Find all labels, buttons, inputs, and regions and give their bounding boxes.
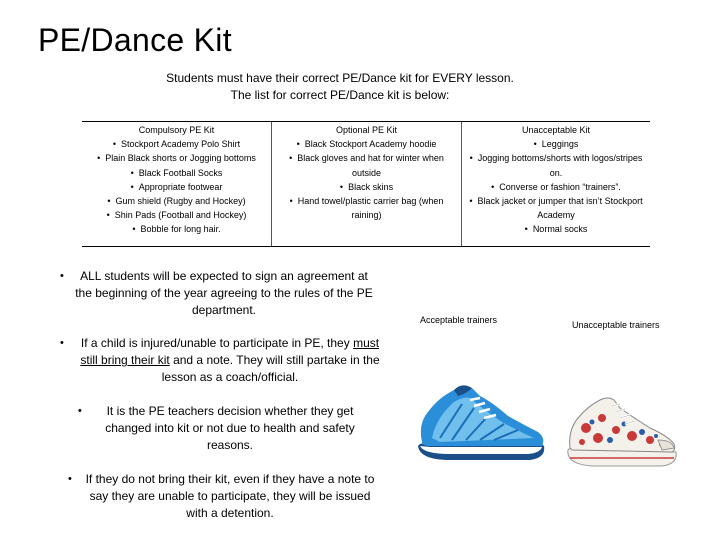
unacceptable-kit-heading: Unacceptable Kit [521,125,591,135]
compulsory-kit-heading: Compulsory PE Kit [138,125,215,135]
acceptable-trainers-caption: Acceptable trainers [420,315,498,325]
list-item: • Normal socks [524,224,588,235]
detention-note: • If they do not bring their kit, even if they have a note to say they are unable to participate, they will be issued with a detention. [68,472,375,520]
list-item: • Bobble for long hair. [132,224,221,235]
optional-kit-heading: Optional PE Kit [335,125,398,135]
bullet: • [78,405,82,417]
intro-line-1: Students must have their correct PE/Dance kit for EVERY lesson. [166,71,514,85]
list-item: • Jogging bottoms/shorts with logos/stripes on. [469,153,643,178]
unacceptable-trainers-caption: Unacceptable trainers [572,320,660,330]
list-item: • Appropriate footwear [130,181,223,192]
list-item: • Converse or fashion “trainers”. [491,181,621,192]
list-item: • Shin Pads (Football and Hockey) [106,210,247,221]
list-item: • Black jacket or jumper that isn’t Stockport Academy [469,196,643,221]
bullet: • [60,337,64,349]
injured-note: • If a child is injured/unable to participate in PE, they must still bring their kit and a note. They will still partake in the lesson as a coach/official. [60,336,380,384]
bullet: • [68,473,72,485]
list-item: • Black gloves and hat for winter when outside [289,153,444,178]
optional-kit-column [272,122,462,246]
list-item: • Leggings [533,139,579,150]
list-item: • Plain Black shorts or Jogging bottoms [97,153,256,164]
unacceptable-kit-column [462,122,650,246]
intro-line-2: The list for correct PE/Dance kit is below: [230,88,450,102]
list-item: • Gum shield (Rugby and Hockey) [107,196,246,207]
list-item: • Black Football Socks [130,167,223,178]
unacceptable-trainer-image [562,378,680,474]
compulsory-kit-column [82,122,272,246]
kit-table [82,121,650,247]
decision-note: • It is the PE teachers decision whether they get changed into kit or not due to health and safety reasons. [78,404,355,452]
list-item: • Black Stockport Academy hoodie [296,139,437,150]
list-item: • Stockport Academy Polo Shirt [112,139,241,150]
list-item: • Hand towel/plastic carrier bag (when raining) [289,196,444,221]
underlined-text: must still bring their kit [80,336,380,367]
list-item: • Black skins [339,181,394,192]
acceptable-trainer-image [410,368,550,468]
page-title: PE/Dance Kit [38,22,232,58]
agreement-note: • ALL students will be expected to sign an agreement at the beginning of the year agreeing to the rules of the PE department. [60,269,373,317]
bullet: • [60,270,64,282]
intro-text [120,70,560,104]
